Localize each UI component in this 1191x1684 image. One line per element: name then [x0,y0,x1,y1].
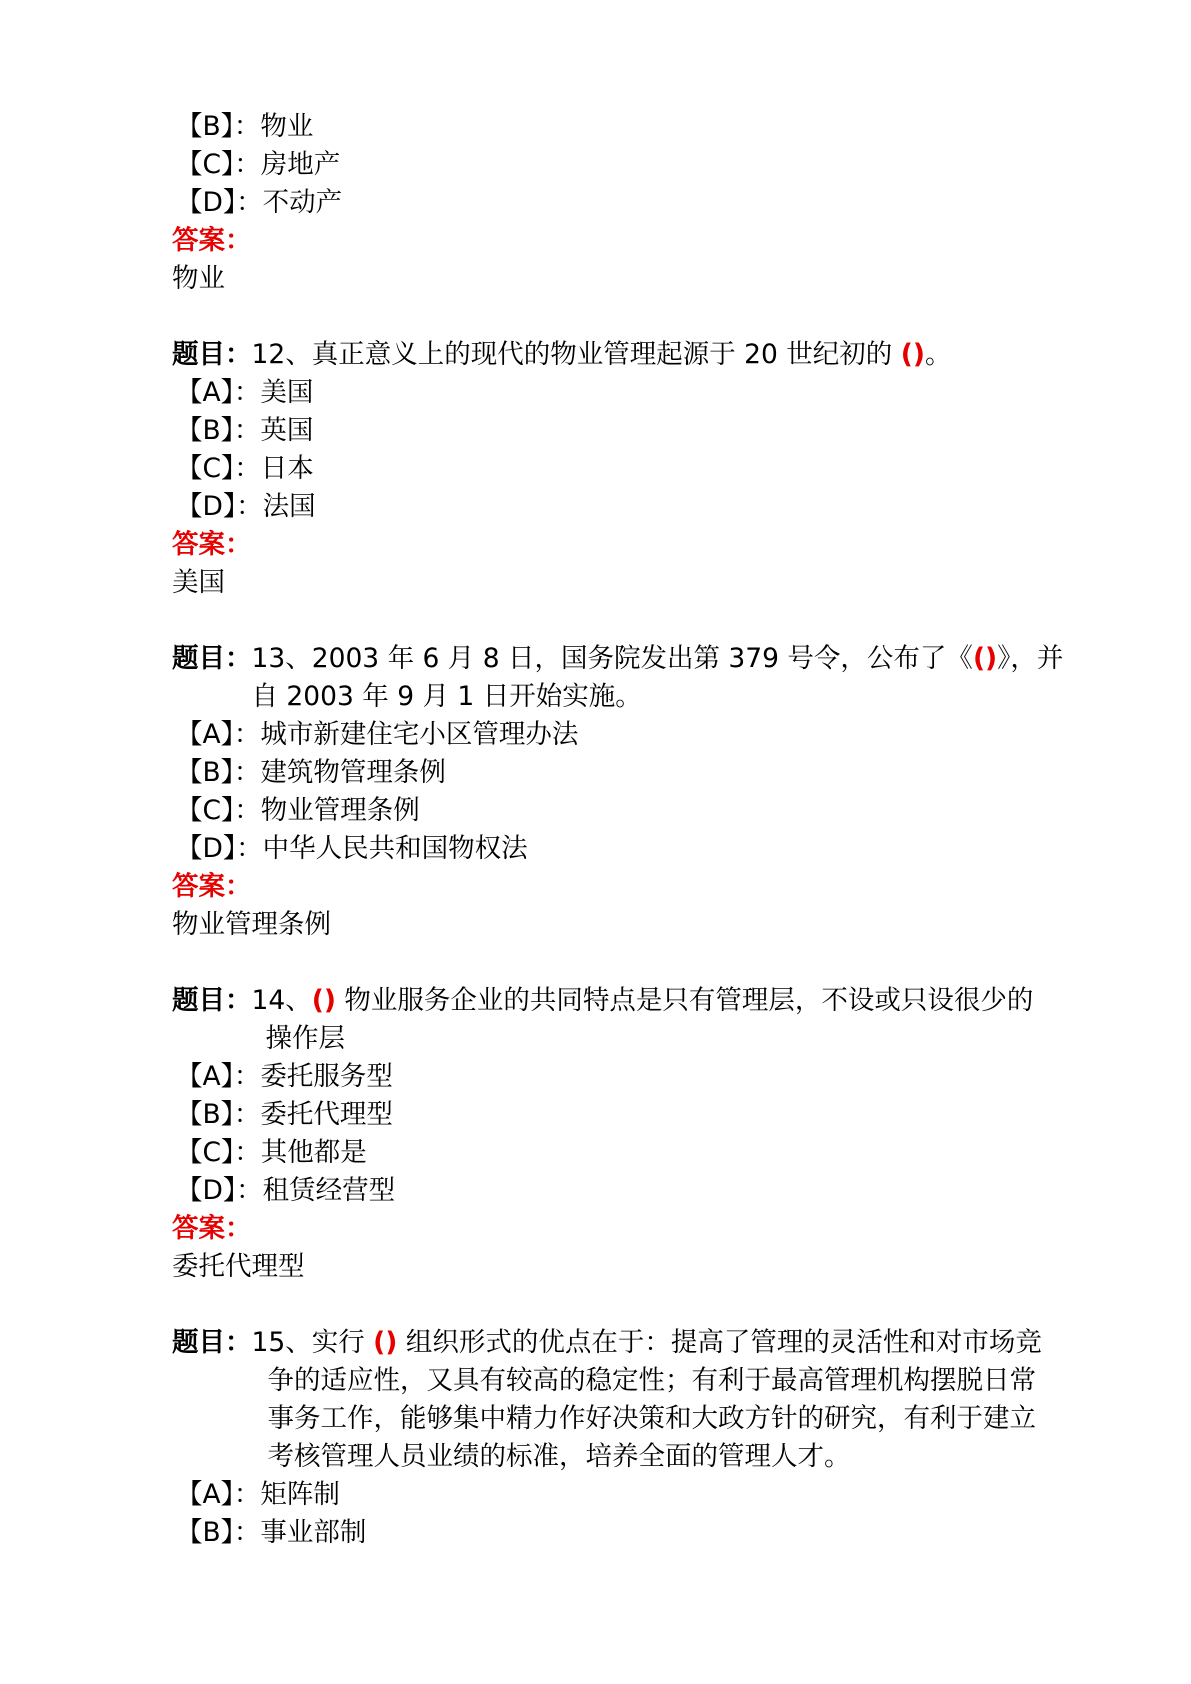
option-b: 【B】：物业 [176,111,314,142]
option-a: 【A】：委托服务型 [176,1061,393,1092]
answer-text: 委托代理型 [172,1251,305,1282]
blank-parentheses: () [311,985,336,1016]
question-text [252,336,1083,374]
option-a: 【A】：美国 [176,377,314,408]
option-a: 【A】：矩阵制 [176,1479,340,1510]
answer-label: 答案： [172,225,252,256]
option-c: 【C】：房地产 [176,149,341,180]
question-text [252,640,1083,716]
option-c: 【C】：物业管理条例 [176,795,420,826]
question-text-continued-1: 争的适应性，又具有较高的稳定性；有利于最高管理机构摆脱日常 [267,1365,1036,1396]
question-15 [172,1324,1082,1552]
question-label: 题目： [172,339,252,370]
question-text-before: 15、实行 [251,1327,365,1358]
answer-text: 物业 [172,263,225,294]
question-text-continued: 自 2003 年 9 月 1 日开始实施。 [251,681,642,712]
blank-parentheses: () [972,643,998,674]
option-d: 【D】：不动产 [176,187,343,218]
question-text-before: 14、 [251,985,312,1016]
question-14 [172,982,1082,1286]
question-label: 题目： [172,985,252,1016]
option-b: 【B】：建筑物管理条例 [176,757,446,788]
answer-label: 答案： [172,871,252,902]
blank-parentheses: () [900,339,925,370]
spacer [172,944,1082,982]
question-11-tail [172,108,1082,298]
question-header [172,640,1082,716]
question-text-before: 12、真正意义上的现代的物业管理起源于 20 世纪初的 [251,339,893,370]
question-label: 题目： [172,1327,252,1358]
answer-label: 答案： [172,529,252,560]
question-header [172,336,1082,374]
answer-text: 物业管理条例 [172,909,331,940]
spacer [172,298,1082,336]
document-content [172,108,1082,1552]
question-text-after: 。 [924,339,952,370]
question-text-before: 13、2003 年 6 月 8 日，国务院发出第 379 号令，公布了《 [251,643,973,674]
option-b: 【B】：委托代理型 [176,1099,393,1130]
question-header [172,1324,1082,1476]
question-label: 题目： [172,643,252,674]
spacer [172,602,1082,640]
option-a: 【A】：城市新建住宅小区管理办法 [176,719,579,750]
option-b: 【B】：英国 [176,415,314,446]
option-d: 【D】：法国 [176,491,316,522]
option-c: 【C】：日本 [176,453,314,484]
question-text-after: 物业服务企业的共同特点是只有管理层，不设或只设很少的 [344,985,1034,1016]
spacer [172,1286,1082,1324]
question-12 [172,336,1082,602]
answer-label: 答案： [172,1213,252,1244]
question-text-continued: 操作层 [265,1023,345,1054]
answer-text: 美国 [172,567,225,598]
question-text [252,1324,1083,1476]
blank-parentheses: () [373,1327,398,1358]
question-text-after: 》，并 [997,643,1064,674]
option-b: 【B】：事业部制 [176,1517,367,1548]
option-c: 【C】：其他都是 [176,1137,367,1168]
question-text-continued-2: 事务工作，能够集中精力作好决策和大政方针的研究，有利于建立 [267,1403,1036,1434]
option-d: 【D】：租赁经营型 [176,1175,396,1206]
option-d: 【D】：中华人民共和国物权法 [176,833,528,864]
question-text-continued-3: 考核管理人员业绩的标准，培养全面的管理人才。 [267,1441,851,1472]
question-text [252,982,1083,1058]
question-text-after: 组织形式的优点在于：提高了管理的灵活性和对市场竞 [405,1327,1042,1358]
question-13 [172,640,1082,944]
question-header [172,982,1082,1058]
